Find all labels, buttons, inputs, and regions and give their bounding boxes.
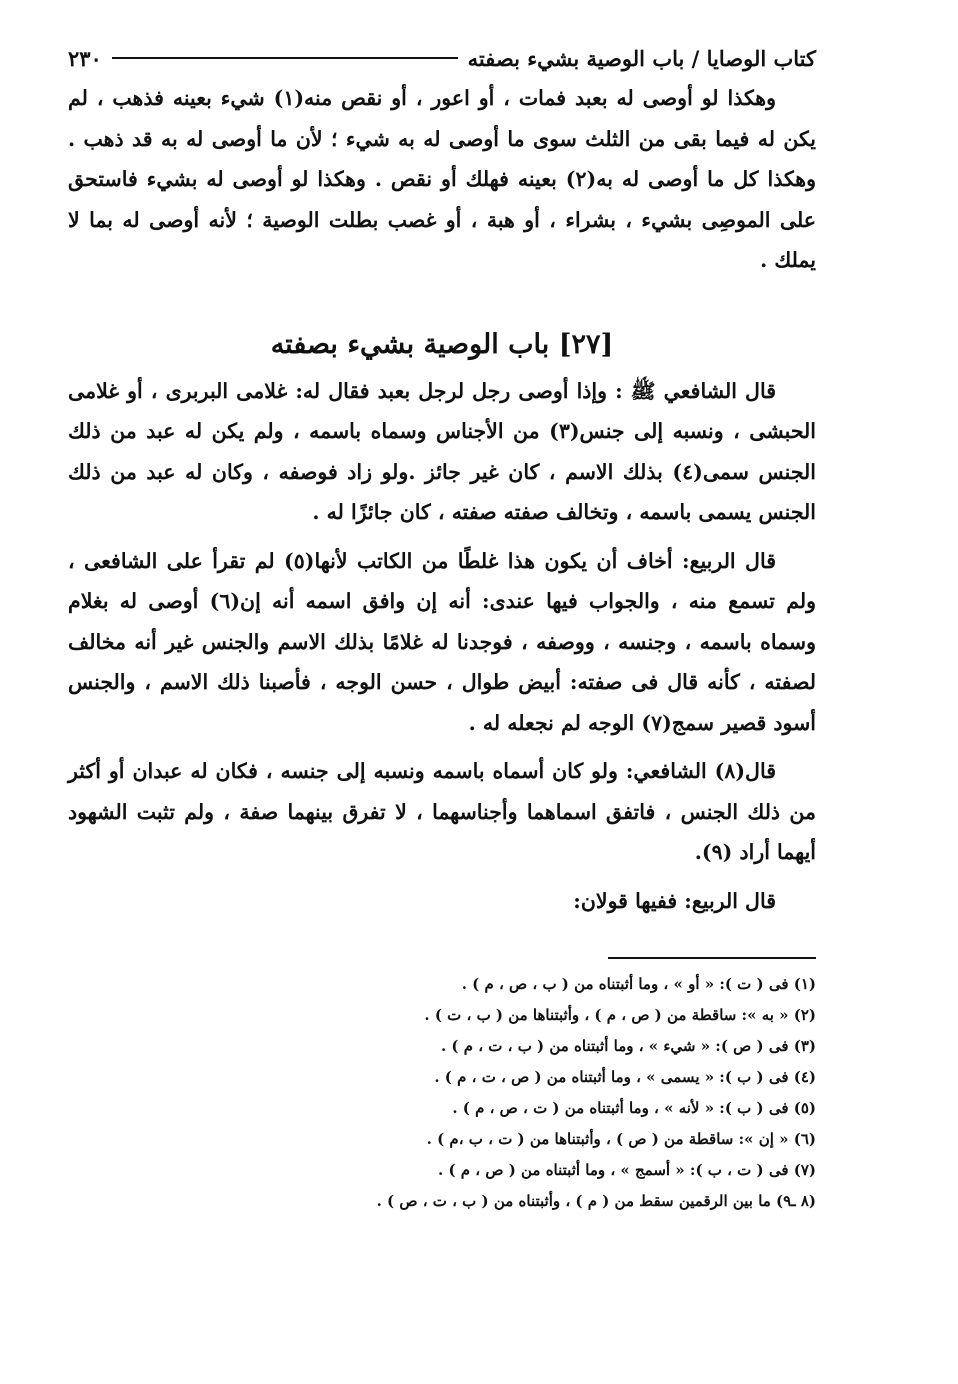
footnote-3: (٣) فى ( ص ): « شيء » ، وما أثبتناه من ( ب ، ت ، م ) .	[440, 1037, 816, 1055]
footnote-separator	[608, 957, 816, 959]
page-header	[68, 38, 816, 78]
footnote-2: (٢) « به »: ساقطة من ( ص ، م ) ، وأثبتناها من ( ب ، ت ) .	[424, 1006, 816, 1024]
paragraph-1: قال الشافعي ﷺ : وإذا أوصى رجل لرجل بعبد فقال له: غلامى البربرى ، أو غلامى الحبشى ، ونسبه إلى جنس(٣) من الأجناس وسماه باسمه ، ولم يكن له عبد من ذلك الجنس سمى(٤) بذلك الاسم ، كان غير جائز .ولو زاد فوصفه ، وكان له عبد من ذلك الجنس يسمى باسمه ، وتخالف صفته صفته ، كان جائزًا له .	[68, 378, 816, 524]
section-title: [٢٧] باب الوصية بشيء بصفته	[270, 328, 614, 360]
header-rule	[112, 57, 458, 59]
footnote-5: (٥) فى ( ب ): « لأنه » ، وما أثبتناه من ( ت ، ص ، م ) .	[452, 1099, 816, 1117]
book-page	[68, 38, 816, 1217]
footnote-6: (٦) « إن »: ساقطة من ( ص ) ، وأثبتناها من ( ت ، ب ،م ) .	[426, 1130, 816, 1148]
paragraph-3: قال(٨) الشافعي: ولو كان أسماه باسمه ونسبه إلى جنسه ، فكان له عبدان أو أكثر من ذلك الجنس ، فاتفق اسماهما وأجناسهما ، لا تفرق بينهما صفة ، ولم تثبت الشهود أيهما أراد (٩).	[68, 759, 816, 864]
paragraph-2: قال الربيع: أخاف أن يكون هذا غلطًا من الكاتب لأنها(٥) لم تقرأ على الشافعى ، ولم تسمع منه ، والجواب فيها عندى: أنه إن وافق اسمه أنه إن(٦) أوصى له بغلام وسماه باسمه ، وجنسه ، ووصفه ، فوجدنا له غلامًا بذلك الاسم والجنس غير أنه مخالف لصفته ، كأنه قال فى صفته: أبيض طوال ، حسن الوجه ، فأصبنا ذلك الاسم ، والجنس أسود قصير سمج(٧) الوجه لم نجعله له .	[68, 548, 816, 735]
footnote-8: (٨ ـ٩) ما بين الرقمين سقط من ( م ) ، وأثبتناه من ( ب ، ت ، ص ) .	[376, 1192, 816, 1210]
intro-paragraph: وهكذا لو أوصى له بعبد فمات ، أو اعور ، أو نقص منه(١) شيء بعينه فذهب ، لم يكن له فيما بقى من الثلث سوى ما أوصى له به شيء ؛ لأن ما أوصى له به قد ذهب . وهكذا كل ما أوصى له به(٢) بعينه فهلك أو نقص . وهكذا لو أوصى له بشيء فاستحق على الموصِى بشيء ، بشراء ، أو هبة ، أو غصب بطلت الوصية ؛ لأنه أوصى له بما لا يملك .	[68, 86, 817, 272]
footnote-4: (٤) فى ( ب ): « يسمى » ، وما أثبتناه من ( ص ، ت ، م ) .	[434, 1068, 816, 1086]
paragraph-4: قال الربيع: ففيها قولان:	[573, 888, 776, 913]
footnote-1: (١) فى ( ت ): « أو » ، وما أثبتناه من ( ب ، ص ، م ) .	[461, 975, 816, 993]
page-number: ٢٣٠	[68, 45, 102, 71]
running-title: كتاب الوصايا / باب الوصية بشيء بصفته	[467, 45, 816, 71]
footnote-7: (٧) فى ( ت ، ب ): « أسمج » ، وما أثبتناه من ( ص ، م ) .	[438, 1161, 816, 1179]
footnotes	[68, 969, 816, 1217]
